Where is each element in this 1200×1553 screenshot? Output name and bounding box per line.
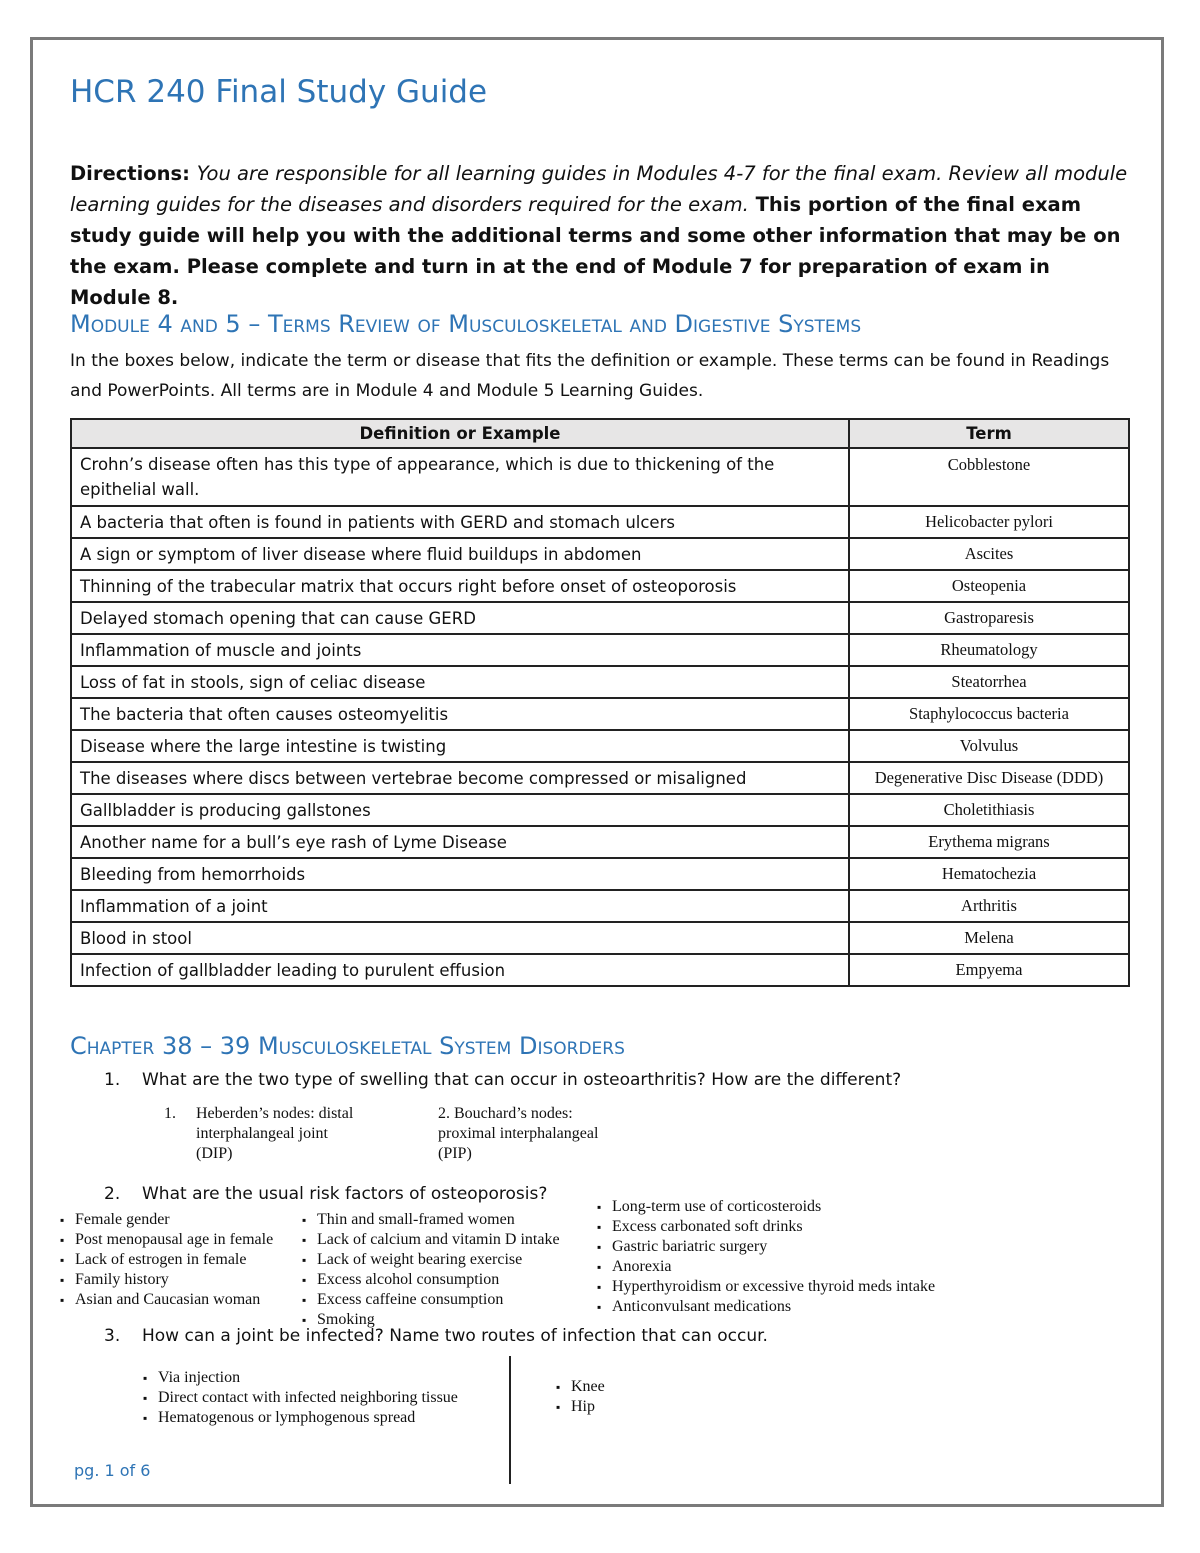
table-row [71, 698, 1129, 730]
list-item: ▪ Hyperthyroidism or excessive thyroid meds intake [597, 1277, 935, 1297]
table-row [71, 666, 1129, 698]
answer-line: 2. Bouchard’s nodes: [438, 1105, 573, 1122]
table-row [71, 506, 1129, 538]
term-cell: Gastroparesis [849, 602, 1129, 634]
question-2-text: What are the usual risk factors of osteoporosis? [142, 1184, 548, 1204]
definition-cell: Thinning of the trabecular matrix that occurs right before onset of osteoporosis [71, 570, 849, 602]
terms-table [70, 418, 1130, 987]
list-item: ▪ Hematogenous or lymphogenous spread [143, 1408, 458, 1428]
term-cell: Rheumatology [849, 634, 1129, 666]
header-term: Term [849, 419, 1129, 448]
table-header-row [71, 419, 1129, 448]
column-divider [509, 1356, 511, 1484]
term-cell: Hematochezia [849, 858, 1129, 890]
answer-line: (PIP) [438, 1145, 472, 1162]
directions-italic-text: You are responsible for all learning guides in Modules 4-7 for the final exam. Review all module learning guides for the diseases and disorders required for the exam. [70, 162, 1128, 216]
list-item: ▪ Excess carbonated soft drinks [597, 1217, 935, 1237]
q1-answer-number: 1. [164, 1105, 176, 1122]
table-row [71, 858, 1129, 890]
table-row [71, 602, 1129, 634]
header-definition: Definition or Example [71, 419, 849, 448]
risk-factors-column-2 [302, 1210, 560, 1330]
table-row [71, 538, 1129, 570]
question-3-text: How can a joint be infected? Name two routes of infection that can occur. [142, 1326, 768, 1346]
table-row [71, 634, 1129, 666]
term-cell: Empyema [849, 954, 1129, 986]
term-cell: Arthritis [849, 890, 1129, 922]
term-cell: Ascites [849, 538, 1129, 570]
question-1 [104, 1070, 901, 1090]
directions-bold-text: This portion of the final exam study guide will help you with the additional terms and some other information that may be on the exam. Please complete and turn in at the end of Module 7 for preparation of exam in Module 8. [70, 193, 1121, 309]
table-row [71, 730, 1129, 762]
answer-line: Heberden’s nodes: distal [196, 1105, 354, 1122]
table-row [71, 448, 1129, 506]
term-cell: Cobblestone [849, 448, 1129, 506]
term-cell: Erythema migrans [849, 826, 1129, 858]
question-1-text: What are the two type of swelling that can occur in osteoarthritis? How are the different? [142, 1070, 902, 1090]
module-intro: In the boxes below, indicate the term or disease that fits the definition or example. These terms can be found in Readings and PowerPoints. All terms are in Module 4 and Module 5 Learning Guides. [70, 351, 1110, 401]
definition-cell: Bleeding from hemorrhoids [71, 858, 849, 890]
list-item: ▪ Anticonvulsant medications [597, 1297, 935, 1317]
term-cell: Volvulus [849, 730, 1129, 762]
answer-line: interphalangeal joint [196, 1125, 328, 1142]
definition-cell: The diseases where discs between vertebrae become compressed or misaligned [71, 762, 849, 794]
q1-answer-heberden [196, 1104, 353, 1164]
question-2 [104, 1184, 547, 1204]
risk-factors-column-1 [60, 1210, 273, 1310]
page-title: HCR 240 Final Study Guide [70, 74, 488, 110]
term-cell: Choletithiasis [849, 794, 1129, 826]
list-item: ▪ Thin and small-framed women [302, 1210, 560, 1230]
answer-line: (DIP) [196, 1145, 233, 1162]
module-heading: Module 4 and 5 – Terms Review of Musculoskeletal and Digestive Systems [70, 310, 862, 338]
definition-cell: Another name for a bull’s eye rash of Lyme Disease [71, 826, 849, 858]
list-item: ▪ Gastric bariatric surgery [597, 1237, 935, 1257]
definition-cell: Gallbladder is producing gallstones [71, 794, 849, 826]
list-item: ▪ Excess alcohol consumption [302, 1270, 560, 1290]
term-cell: Melena [849, 922, 1129, 954]
table-row [71, 794, 1129, 826]
risk-factors-column-3 [597, 1197, 935, 1317]
q1-answer-bouchard [438, 1104, 598, 1164]
definition-cell: Delayed stomach opening that can cause GERD [71, 602, 849, 634]
list-item: ▪ Post menopausal age in female [60, 1230, 273, 1250]
definition-cell: A bacteria that often is found in patients with GERD and stomach ulcers [71, 506, 849, 538]
list-item: ▪ Lack of estrogen in female [60, 1250, 273, 1270]
question-1-number: 1. [104, 1070, 121, 1090]
list-item: ▪ Anorexia [597, 1257, 935, 1277]
definition-cell: Blood in stool [71, 922, 849, 954]
list-item: ▪ Direct contact with infected neighboring tissue [143, 1388, 458, 1408]
infected-joints-list [556, 1377, 605, 1417]
list-item: ▪ Knee [556, 1377, 605, 1397]
chapter-heading: Chapter 38 – 39 Musculoskeletal System Disorders [70, 1032, 625, 1060]
list-item: ▪ Hip [556, 1397, 605, 1417]
list-item: ▪ Female gender [60, 1210, 273, 1230]
definition-cell: Loss of fat in stools, sign of celiac disease [71, 666, 849, 698]
answer-line: proximal interphalangeal [438, 1125, 599, 1142]
term-cell: Degenerative Disc Disease (DDD) [849, 762, 1129, 794]
term-cell: Steatorrhea [849, 666, 1129, 698]
definition-cell: Inflammation of a joint [71, 890, 849, 922]
list-item: ▪ Asian and Caucasian woman [60, 1290, 273, 1310]
list-item: ▪ Long-term use of corticosteroids [597, 1197, 935, 1217]
definition-cell: Disease where the large intestine is twisting [71, 730, 849, 762]
list-item: ▪ Lack of weight bearing exercise [302, 1250, 560, 1270]
term-cell: Osteopenia [849, 570, 1129, 602]
list-item: ▪ Lack of calcium and vitamin D intake [302, 1230, 560, 1250]
infection-routes-list [143, 1368, 458, 1428]
directions-paragraph [70, 158, 1130, 313]
definition-cell: Inflammation of muscle and joints [71, 634, 849, 666]
table-row [71, 762, 1129, 794]
directions-label: Directions: [70, 162, 190, 185]
table-row [71, 954, 1129, 986]
question-3 [104, 1326, 768, 1346]
question-3-number: 3. [104, 1326, 121, 1346]
table-row [71, 922, 1129, 954]
term-cell: Helicobacter pylori [849, 506, 1129, 538]
definition-cell: The bacteria that often causes osteomyelitis [71, 698, 849, 730]
question-2-number: 2. [104, 1184, 121, 1204]
table-row [71, 826, 1129, 858]
list-item: ▪ Smoking [302, 1310, 560, 1330]
table-row [71, 890, 1129, 922]
list-item: ▪ Family history [60, 1270, 273, 1290]
definition-cell: Infection of gallbladder leading to purulent effusion [71, 954, 849, 986]
list-item: ▪ Via injection [143, 1368, 458, 1388]
list-item: ▪ Excess caffeine consumption [302, 1290, 560, 1310]
table-row [71, 570, 1129, 602]
term-cell: Staphylococcus bacteria [849, 698, 1129, 730]
definition-cell: A sign or symptom of liver disease where fluid buildups in abdomen [71, 538, 849, 570]
definition-cell: Crohn’s disease often has this type of appearance, which is due to thickening of the epithelial wall. [71, 448, 849, 506]
page-number: pg. 1 of 6 [74, 1461, 151, 1480]
